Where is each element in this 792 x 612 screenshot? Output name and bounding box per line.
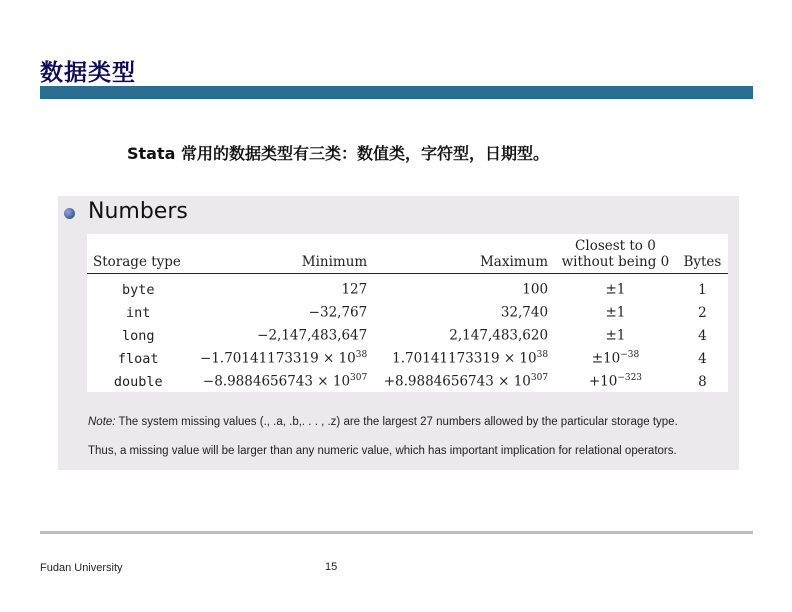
header-closest-line2: without being 0: [561, 254, 670, 270]
note-text-1: The system missing values (., .a, .b,. . . , .z) are the largest 27 numbers allowed by the particular storage type.: [118, 416, 678, 428]
storage-type-table: [87, 234, 728, 393]
cell-maximum-value: 32,740: [500, 304, 549, 321]
header-bytes: Bytes: [677, 234, 728, 274]
footer-institution: Fudan University: [40, 562, 123, 574]
storage-type-table-container: [87, 234, 728, 392]
header-closest-to-zero: [554, 234, 677, 274]
note-line-1: [88, 416, 678, 428]
header-closest-line1: Closest to 0: [575, 238, 656, 254]
cell-maximum: [373, 347, 554, 370]
cell-closest-to-zero-value: ±10: [591, 350, 621, 367]
cell-maximum-exponent: 38: [536, 350, 549, 361]
cell-bytes: [677, 324, 728, 347]
cell-bytes-value: 1: [698, 281, 707, 298]
cell-storage-type-value: long: [121, 327, 155, 344]
header-minimum: Minimum: [189, 234, 373, 274]
title-underline-bar: [40, 86, 753, 99]
cell-minimum-value: −8.9884656743 × 10: [202, 373, 351, 390]
cell-closest-to-zero-value: +10: [588, 373, 618, 390]
cell-minimum-value: −1.70141173319 × 10: [200, 350, 356, 367]
cell-minimum-value: −2,147,483,647: [257, 327, 368, 344]
cell-closest-to-zero-value: ±1: [605, 304, 626, 321]
table-row: [87, 370, 728, 393]
cell-storage-type-value: float: [117, 350, 159, 367]
intro-text: Stata 常用的数据类型有三类：数值类，字符型，日期型。: [127, 144, 549, 163]
header-storage-type: Storage type: [87, 234, 189, 274]
cell-storage-type: [87, 301, 189, 324]
cell-bytes-value: 4: [698, 350, 707, 367]
cell-closest-to-zero-exponent: −323: [617, 373, 643, 384]
cell-maximum: [373, 301, 554, 324]
cell-storage-type: [87, 347, 189, 370]
cell-bytes-value: 2: [698, 304, 707, 321]
table-row: [87, 347, 728, 370]
cell-maximum-value: 2,147,483,620: [449, 327, 549, 344]
cell-closest-to-zero: [554, 274, 677, 302]
bullet-icon: [64, 208, 75, 219]
cell-minimum: [189, 370, 373, 393]
table-row: [87, 274, 728, 302]
cell-minimum: [189, 347, 373, 370]
cell-maximum: [373, 370, 554, 393]
cell-minimum: [189, 324, 373, 347]
header-maximum: Maximum: [373, 234, 554, 274]
cell-minimum: [189, 274, 373, 302]
cell-storage-type-value: double: [113, 373, 163, 390]
cell-storage-type: [87, 324, 189, 347]
cell-minimum-value: 127: [341, 281, 368, 298]
cell-bytes: [677, 347, 728, 370]
cell-minimum: [189, 301, 373, 324]
cell-closest-to-zero-value: ±1: [605, 281, 626, 298]
cell-maximum-value: 1.70141173319 × 10: [392, 350, 537, 367]
cell-closest-to-zero-exponent: −38: [620, 350, 640, 361]
slide-title: 数据类型: [40, 60, 136, 86]
numbers-panel: [58, 196, 739, 470]
cell-closest-to-zero: [554, 301, 677, 324]
cell-minimum-exponent: 307: [350, 373, 368, 384]
cell-maximum-value: +8.9884656743 × 10: [383, 373, 531, 390]
note-line-2: Thus, a missing value will be larger than any numeric value, which has important implication for relational operators.: [88, 445, 677, 457]
cell-maximum: [373, 324, 554, 347]
table-row: [87, 324, 728, 347]
cell-minimum-value: −32,767: [308, 304, 368, 321]
cell-closest-to-zero: [554, 347, 677, 370]
cell-bytes: [677, 301, 728, 324]
cell-closest-to-zero-value: ±1: [605, 327, 626, 344]
note-label: Note:: [88, 416, 116, 428]
cell-bytes: [677, 370, 728, 393]
cell-minimum-exponent: 38: [355, 350, 368, 361]
section-heading: Numbers: [88, 199, 188, 224]
cell-closest-to-zero: [554, 370, 677, 393]
cell-bytes-value: 4: [698, 327, 707, 344]
table-header-row: [87, 234, 728, 274]
table-row: [87, 301, 728, 324]
table-body: [87, 274, 728, 394]
cell-maximum-exponent: 307: [530, 373, 549, 384]
cell-storage-type: [87, 370, 189, 393]
page-number: 15: [325, 561, 338, 573]
cell-storage-type: [87, 274, 189, 302]
cell-closest-to-zero: [554, 324, 677, 347]
cell-storage-type-value: byte: [121, 281, 155, 298]
cell-maximum: [373, 274, 554, 302]
cell-bytes-value: 8: [698, 373, 707, 390]
cell-storage-type-value: int: [126, 304, 151, 321]
footer-divider: [40, 531, 753, 534]
cell-bytes: [677, 274, 728, 302]
cell-maximum-value: 100: [522, 281, 549, 298]
